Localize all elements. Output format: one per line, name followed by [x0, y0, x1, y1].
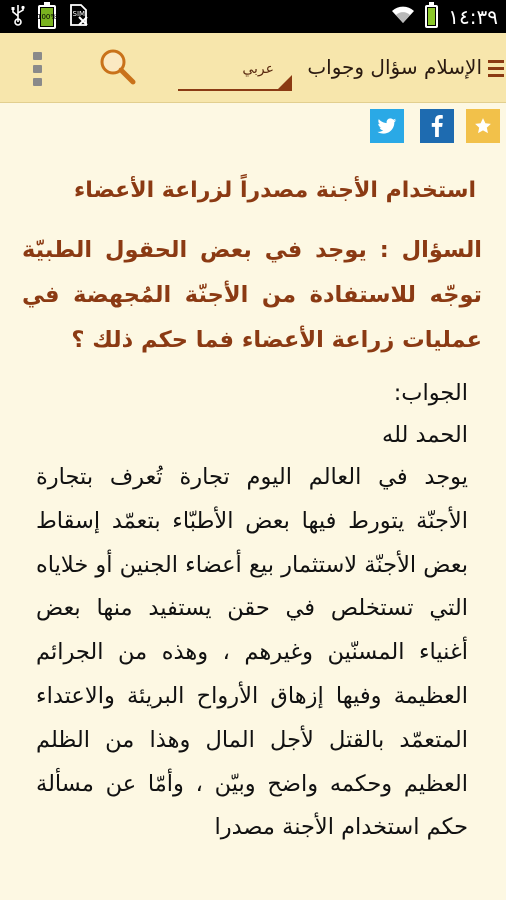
menu-icon[interactable] [488, 60, 506, 77]
language-label: عربي [242, 61, 274, 77]
overflow-menu-icon[interactable] [33, 52, 43, 86]
app-title: الإسلام سؤال وجواب [307, 55, 482, 79]
status-time: ١٤:٣٩ [448, 4, 498, 29]
twitter-share-button[interactable] [370, 109, 404, 143]
wifi-icon [391, 5, 415, 29]
facebook-share-button[interactable] [420, 109, 454, 143]
dropdown-corner-icon [278, 75, 292, 89]
status-bar-left [10, 0, 90, 33]
battery-full-icon [38, 5, 56, 29]
no-sim-icon [68, 3, 90, 31]
favorite-button[interactable] [466, 109, 500, 143]
status-bar-right [391, 0, 498, 33]
answer-body: يوجد في العالم اليوم تجارة تُعرف بتجارة الأجنّة يتورط فيها بعض الأطبّاء بتعمّد إسقاط بعض الأجنّة لاستثمار بيع أعضاء الجنين أو خلاياه التي تستخلص في حقن يستفيد منها بعض أغنياء المسنّين وغيرهم ، وهذه من الجرائم العظيمة وفيها إزهاق الأرواح البريئة والاعتداء المتعمّد بالقتل لأجل المال وهذا من الظلم العظيم وحكمه واضح وبيّن ، وأمّا عن مسألة حكم استخدام الأجنة مصدرا [36, 464, 468, 841]
facebook-icon [430, 115, 444, 137]
answer-opening: الحمد لله [382, 422, 468, 448]
star-icon [474, 117, 492, 135]
usb-icon [10, 4, 26, 30]
app-header [0, 33, 506, 103]
question-text: السؤال : يوجد في بعض الحقول الطبيّة توجّه للاستفادة من الأجنّة المُجهضة في عمليات زراعة الأعضاء فما حكم ذلك ؟ [22, 237, 482, 353]
svg-text:SIM: SIM [72, 9, 86, 18]
language-dropdown[interactable] [178, 57, 292, 91]
battery-icon [425, 5, 438, 28]
status-bar [0, 0, 506, 33]
search-icon[interactable] [98, 47, 138, 87]
article-title: استخدام الأجنة مصدراً لزراعة الأعضاء [74, 178, 476, 203]
answer-label: الجواب: [393, 380, 468, 406]
twitter-icon [377, 118, 397, 135]
battery-percent-label: 100% [37, 12, 58, 21]
